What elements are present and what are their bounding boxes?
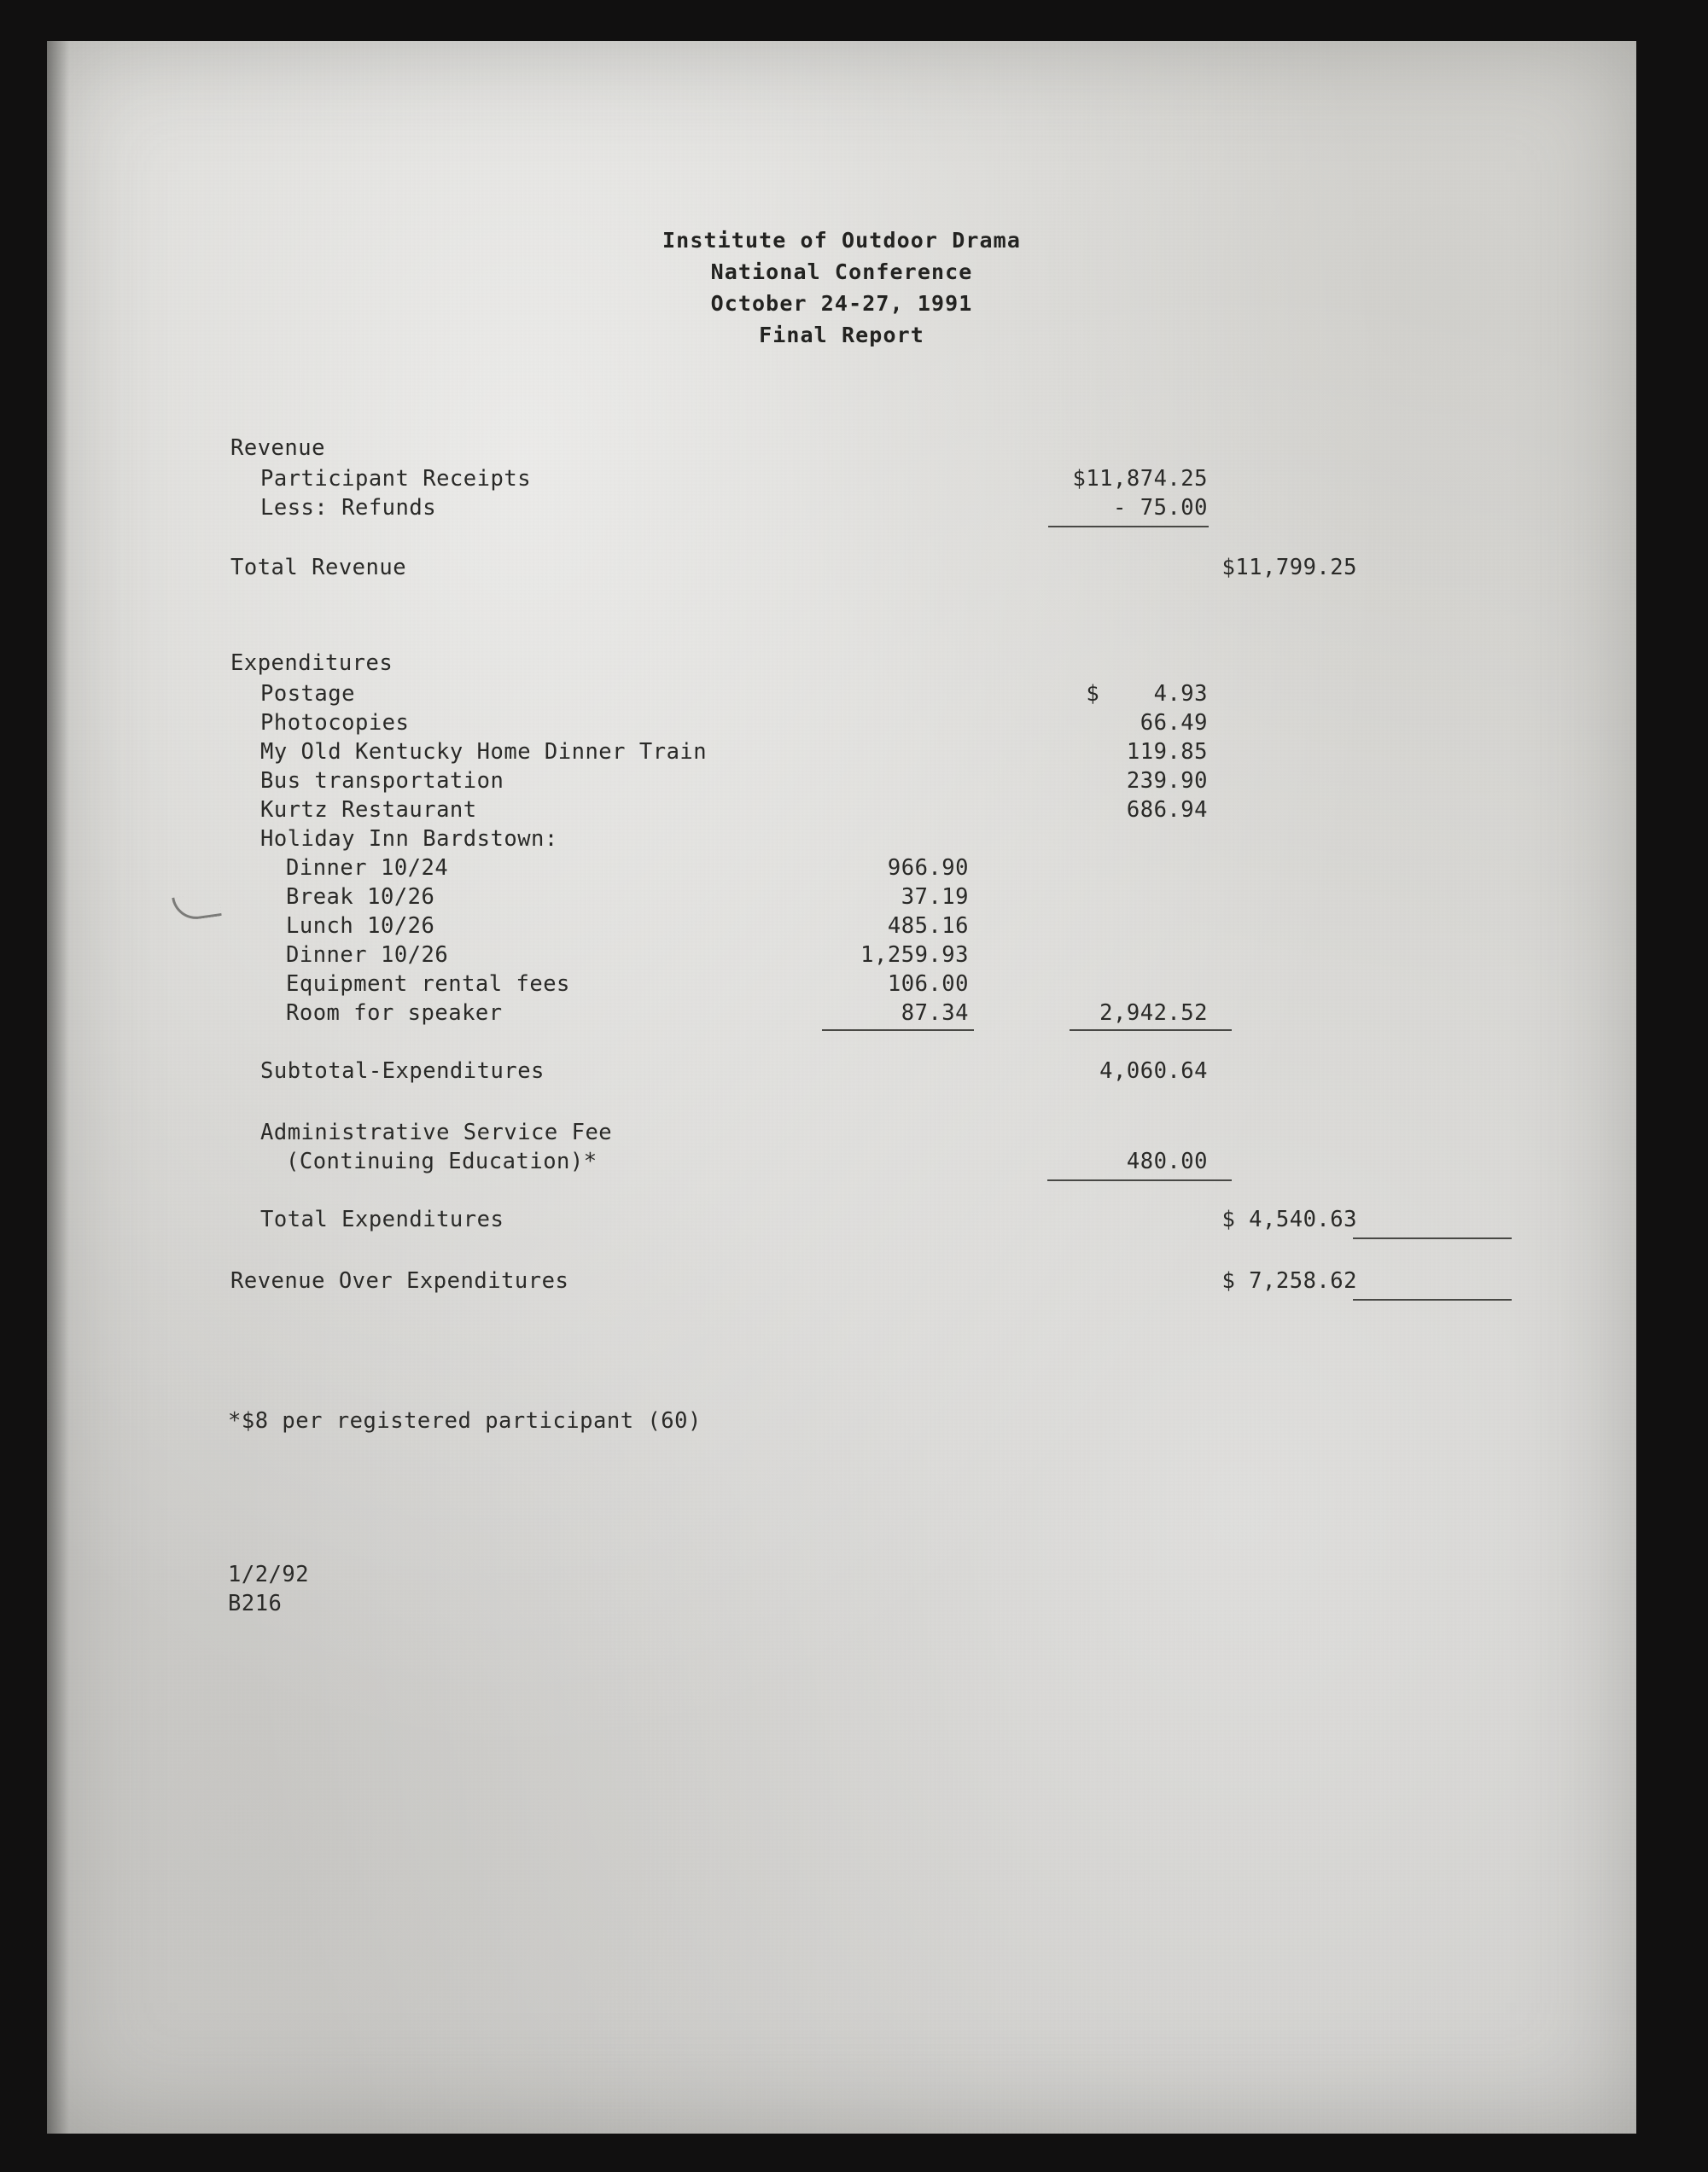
expenditure-label-1: Photocopies xyxy=(260,710,410,736)
holiday-inn-amount-5: 87.34 xyxy=(901,1000,969,1026)
expenditure-amount-1: 66.49 xyxy=(1140,710,1208,736)
total-expenditures-amount: $ 4,540.63 xyxy=(1221,1207,1357,1232)
expenditure-amount-0: $ 4.93 xyxy=(1086,681,1208,707)
subtotal-expenditures-label: Subtotal-Expenditures xyxy=(260,1058,545,1084)
holiday-inn-label-2: Lunch 10/26 xyxy=(286,913,435,939)
holiday-inn-amount-4: 106.00 xyxy=(887,971,969,997)
revenue-over-expenditures-rule xyxy=(1353,1299,1512,1301)
revenue-line-amount-0: $11,874.25 xyxy=(1072,466,1208,492)
title-line-2: National Conference xyxy=(710,259,973,284)
admin-fee-label-line2: (Continuing Education)* xyxy=(286,1149,598,1174)
date-stamp: 1/2/92 xyxy=(228,1562,310,1587)
revenue-line-label-1: Less: Refunds xyxy=(260,495,437,521)
footnote: *$8 per registered participant (60) xyxy=(228,1408,702,1434)
subtotal-expenditures-amount: 4,060.64 xyxy=(1099,1058,1208,1084)
holiday-inn-amount-0: 966.90 xyxy=(887,855,969,881)
title-line-4: Final Report xyxy=(759,323,924,347)
document-title-block xyxy=(47,224,1636,351)
expenditures-group-rule xyxy=(1070,1029,1232,1031)
pen-mark-annotation xyxy=(172,891,222,922)
expenditure-label-2: My Old Kentucky Home Dinner Train xyxy=(260,739,708,765)
expenditure-amount-4: 686.94 xyxy=(1126,797,1208,823)
revenue-line-amount-1: - 75.00 xyxy=(1113,495,1208,521)
admin-fee-rule xyxy=(1047,1179,1232,1181)
revenue-over-expenditures-label: Revenue Over Expenditures xyxy=(230,1268,569,1294)
title-line-1: Institute of Outdoor Drama xyxy=(662,228,1021,253)
box-reference: B216 xyxy=(228,1591,283,1616)
admin-fee-label-line1: Administrative Service Fee xyxy=(260,1120,613,1145)
expenditure-amount-2: 119.85 xyxy=(1126,739,1208,765)
total-expenditures-rule xyxy=(1353,1237,1512,1239)
document-page xyxy=(47,41,1636,2134)
expenditure-label-0: Postage xyxy=(260,681,355,707)
total-revenue-label: Total Revenue xyxy=(230,555,407,580)
holiday-inn-label-1: Break 10/26 xyxy=(286,884,435,910)
expenditures-heading: Expenditures xyxy=(230,650,393,676)
total-expenditures-label: Total Expenditures xyxy=(260,1207,504,1232)
expenditure-amount-3: 239.90 xyxy=(1126,768,1208,794)
revenue-over-expenditures-amount: $ 7,258.62 xyxy=(1221,1268,1357,1294)
holiday-inn-amount-2: 485.16 xyxy=(887,913,969,939)
admin-fee-amount: 480.00 xyxy=(1126,1149,1208,1174)
holiday-inn-rule xyxy=(822,1029,974,1031)
holiday-inn-label-4: Equipment rental fees xyxy=(286,971,570,997)
holiday-inn-group-total: 2,942.52 xyxy=(1099,1000,1208,1026)
revenue-line-label-0: Participant Receipts xyxy=(260,466,532,492)
holiday-inn-subheading: Holiday Inn Bardstown: xyxy=(260,826,558,852)
revenue-heading: Revenue xyxy=(230,435,325,461)
expenditure-label-4: Kurtz Restaurant xyxy=(260,797,477,823)
holiday-inn-label-5: Room for speaker xyxy=(286,1000,503,1026)
document-body xyxy=(47,41,1636,2134)
holiday-inn-label-0: Dinner 10/24 xyxy=(286,855,449,881)
expenditure-label-3: Bus transportation xyxy=(260,768,504,794)
total-revenue-amount: $11,799.25 xyxy=(1221,555,1357,580)
holiday-inn-amount-3: 1,259.93 xyxy=(860,942,969,968)
revenue-subtotal-rule xyxy=(1048,526,1209,527)
holiday-inn-label-3: Dinner 10/26 xyxy=(286,942,449,968)
holiday-inn-amount-1: 37.19 xyxy=(901,884,969,910)
title-line-3: October 24-27, 1991 xyxy=(710,291,973,316)
